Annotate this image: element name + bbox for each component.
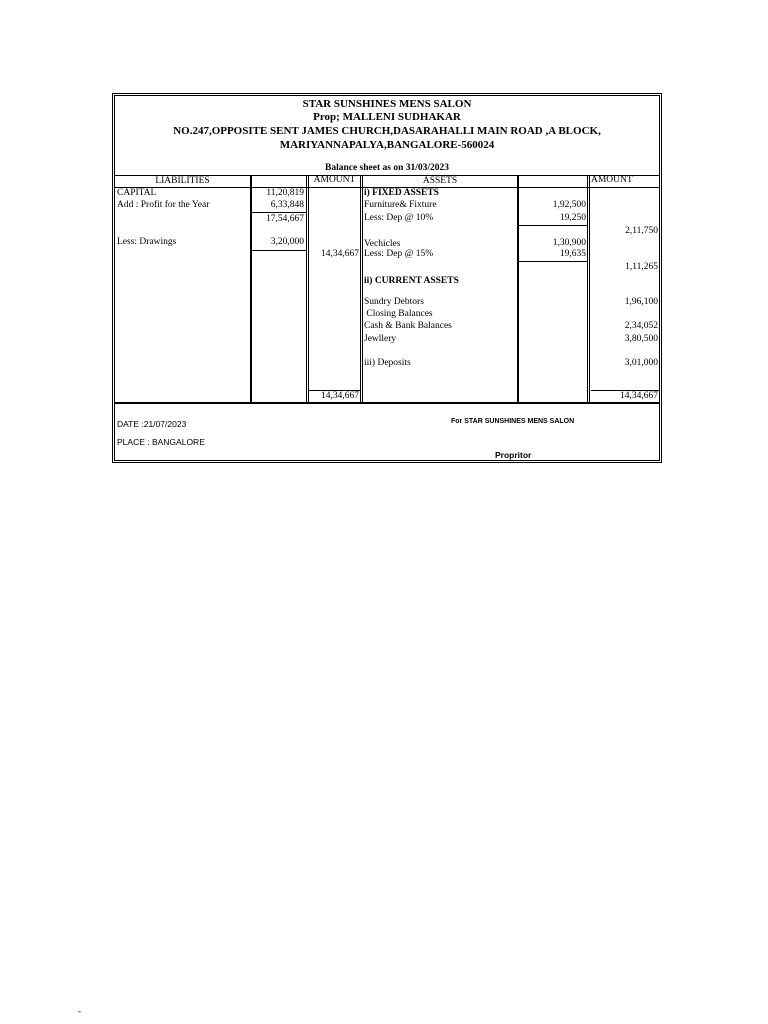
proprietor-name: Prop; MALLENI SUDHAKAR xyxy=(313,111,461,123)
drawings-label: Less: Drawings xyxy=(117,237,177,247)
furniture-dep-value: 19,250 xyxy=(559,213,586,223)
col-line-5 xyxy=(587,175,590,403)
furniture-label: Furniture& Fixture xyxy=(364,200,437,210)
page-mark: - xyxy=(78,1006,81,1016)
address-line-1: NO.247,OPPOSITE SENT JAMES CHURCH,DASARAHALLI MAIN ROAD ,A BLOCK, xyxy=(173,125,601,137)
business-name: STAR SUNSHINES MENS SALON xyxy=(302,98,472,110)
vehicles-value: 1,30,900 xyxy=(552,238,586,248)
vehicles-label: Vechicles xyxy=(364,239,401,249)
address-line-2: MARIYANNAPALYA,BANGALORE-560024 xyxy=(279,139,495,151)
liabilities-header: LIABILITIES xyxy=(155,176,210,186)
for-company-line xyxy=(451,418,574,425)
cash-bank-label: Cash & Bank Balances xyxy=(364,321,452,331)
furniture-net-value: 2,11,750 xyxy=(625,226,658,236)
furniture-underline xyxy=(519,225,588,226)
balance-sheet xyxy=(112,93,662,463)
debtors-label: Sundry Debtors xyxy=(364,297,424,307)
vehicles-dep-value: 19,635 xyxy=(559,249,586,259)
col-line-2 xyxy=(306,175,309,403)
totals-divider xyxy=(115,402,659,404)
jewellery-value: 3,80,500 xyxy=(624,334,658,344)
for-prefix: For xyxy=(451,418,463,425)
profit-label: Add : Profit for the Year xyxy=(117,200,210,210)
capital-value: 11,20,819 xyxy=(266,188,304,198)
profit-value: 6,33,848 xyxy=(270,200,304,210)
capital-subtotal: 17,54,667 xyxy=(266,214,304,224)
vehicles-net-value: 1,11,265 xyxy=(625,262,658,272)
debtors-value: 1,96,100 xyxy=(624,297,658,307)
deposits-value: 3,01,000 xyxy=(624,358,658,368)
drawings-underline xyxy=(252,250,306,251)
profit-underline xyxy=(252,212,306,213)
assets-total: 14,34,667 xyxy=(620,391,658,401)
amount-right-header: AMOUNT xyxy=(591,175,633,185)
deposits-label: iii) Deposits xyxy=(364,358,411,368)
place-text: PLACE : BANGALORE xyxy=(117,437,205,447)
signatory-label: Propritor xyxy=(495,450,532,460)
furniture-dep-label: Less: Dep @ 10% xyxy=(364,213,434,223)
drawings-value: 3,20,000 xyxy=(270,237,304,247)
fixed-assets-heading: i) FIXED ASSETS xyxy=(364,188,439,198)
vehicles-underline xyxy=(519,261,588,262)
assets-header: ASSETS xyxy=(422,176,458,186)
for-company-name: STAR SUNSHINES MENS SALON xyxy=(464,418,575,425)
cash-bank-value: 2,34,052 xyxy=(624,321,658,331)
furniture-value: 1,92,500 xyxy=(552,200,586,210)
current-assets-heading: ii) CURRENT ASSETS xyxy=(364,276,459,286)
closing-balances-label: Closing Balances xyxy=(364,309,433,319)
net-capital-value: 14,34,667 xyxy=(321,249,359,259)
jewellery-label: Jewllery xyxy=(364,334,397,344)
date-text: DATE :21/07/2023 xyxy=(117,419,187,429)
col-line-3 xyxy=(360,175,363,403)
sheet-title: Balance sheet as on 31/03/2023 xyxy=(324,163,450,173)
liabilities-total: 14,34,667 xyxy=(321,391,359,401)
capital-label: CAPITAL xyxy=(117,188,157,198)
col-line-4 xyxy=(517,175,519,403)
amount-left-header: AMOUNT xyxy=(313,175,356,185)
vehicles-dep-label: Less: Dep @ 15% xyxy=(364,249,434,259)
